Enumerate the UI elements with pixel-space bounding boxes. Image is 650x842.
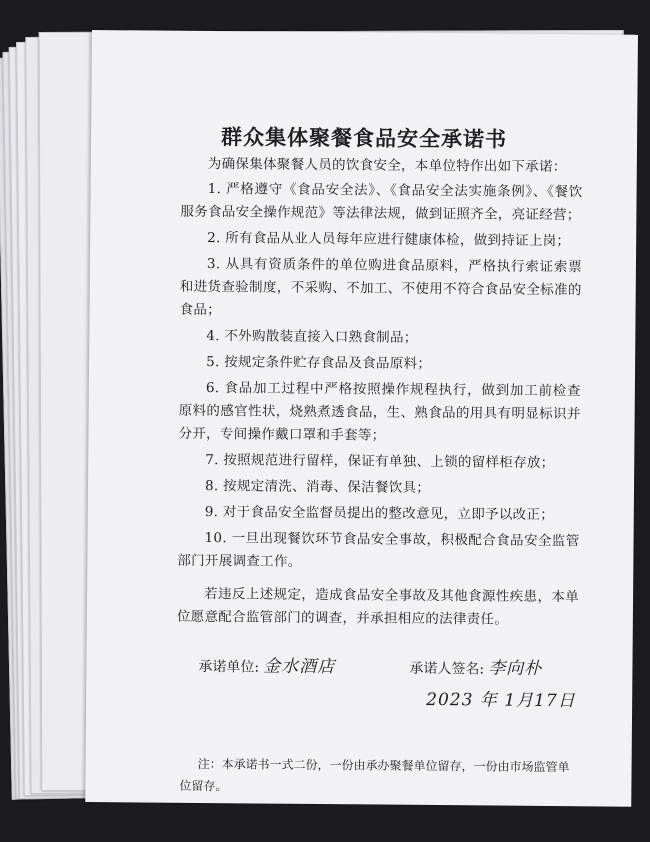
commitment-item-2: 2. 所有食品从业人员每年应进行健康体检，做到持证上岗； xyxy=(207,230,571,250)
footnote xyxy=(179,753,569,800)
document-body xyxy=(177,153,583,635)
commitment-item-5: 5. 按规定条件贮存食品及食品原料； xyxy=(206,354,432,372)
commitment-item-10: 10. 一旦出现餐饮环节食品安全事故，积极配合食品安全监管部门开展调查工作。 xyxy=(177,530,580,570)
footnote-text: 注：本承诺书一式二份，一份由承办聚餐单位留存，一份由市场监管单位留存。 xyxy=(179,756,570,794)
commitment-item-9: 9. 对于食品安全监督员提出的整改意见，立即予以改正； xyxy=(204,504,555,524)
commitment-item-1: 1. 严格遵守《食品安全法》、《食品安全法实施条例》、《餐饮服务食品安全操作规范》等法律法规，做到证照齐全，亮证经营； xyxy=(180,181,583,224)
handwritten-date: 2023 年 1月17日 xyxy=(426,689,576,712)
commitment-letter-page xyxy=(85,30,638,807)
commitment-item-4: 4. 不外购散装直接入口熟食制品； xyxy=(206,328,418,346)
signer-label: 承诺人签名: xyxy=(409,660,485,678)
commitment-item-6: 6. 食品加工过程中严格按照操作规程执行，做到加工前检查原料的感官性状，烧熟煮透食品，生、熟食品的用具有明显标识并分开，专间操作戴口罩和手套等； xyxy=(178,380,581,444)
commitment-item-3: 3. 从具有资质条件的单位购进食品原料，严格执行索证索票和进货查验制度，不采购、不加工、不使用不符合食品安全标准的食品； xyxy=(179,256,583,319)
intro-paragraph: 为确保集体聚餐人员的饮食安全，本单位特作出如下承诺： xyxy=(207,156,567,176)
closing-paragraph: 若违反上述规定，造成食品安全事故及其他食源性疾患，本单位愿意配合监管部门的调查，并承担相应的法律责任。 xyxy=(176,585,580,628)
unit-label: 承诺单位: xyxy=(198,658,260,676)
committing-unit xyxy=(198,651,335,677)
document-title: 群众集体聚餐食品安全承诺书 xyxy=(220,124,508,152)
signer xyxy=(409,653,542,679)
unit-handwritten-name: 金水酒店 xyxy=(263,656,336,678)
commitment-item-8: 8. 按规定清洗、消毒、保洁餐饮具； xyxy=(204,478,431,496)
commitment-item-7: 7. 按照规范进行留样，保证有单独、上锁的留样柜存放； xyxy=(205,452,555,472)
signer-handwritten-name: 李向朴 xyxy=(488,658,543,679)
